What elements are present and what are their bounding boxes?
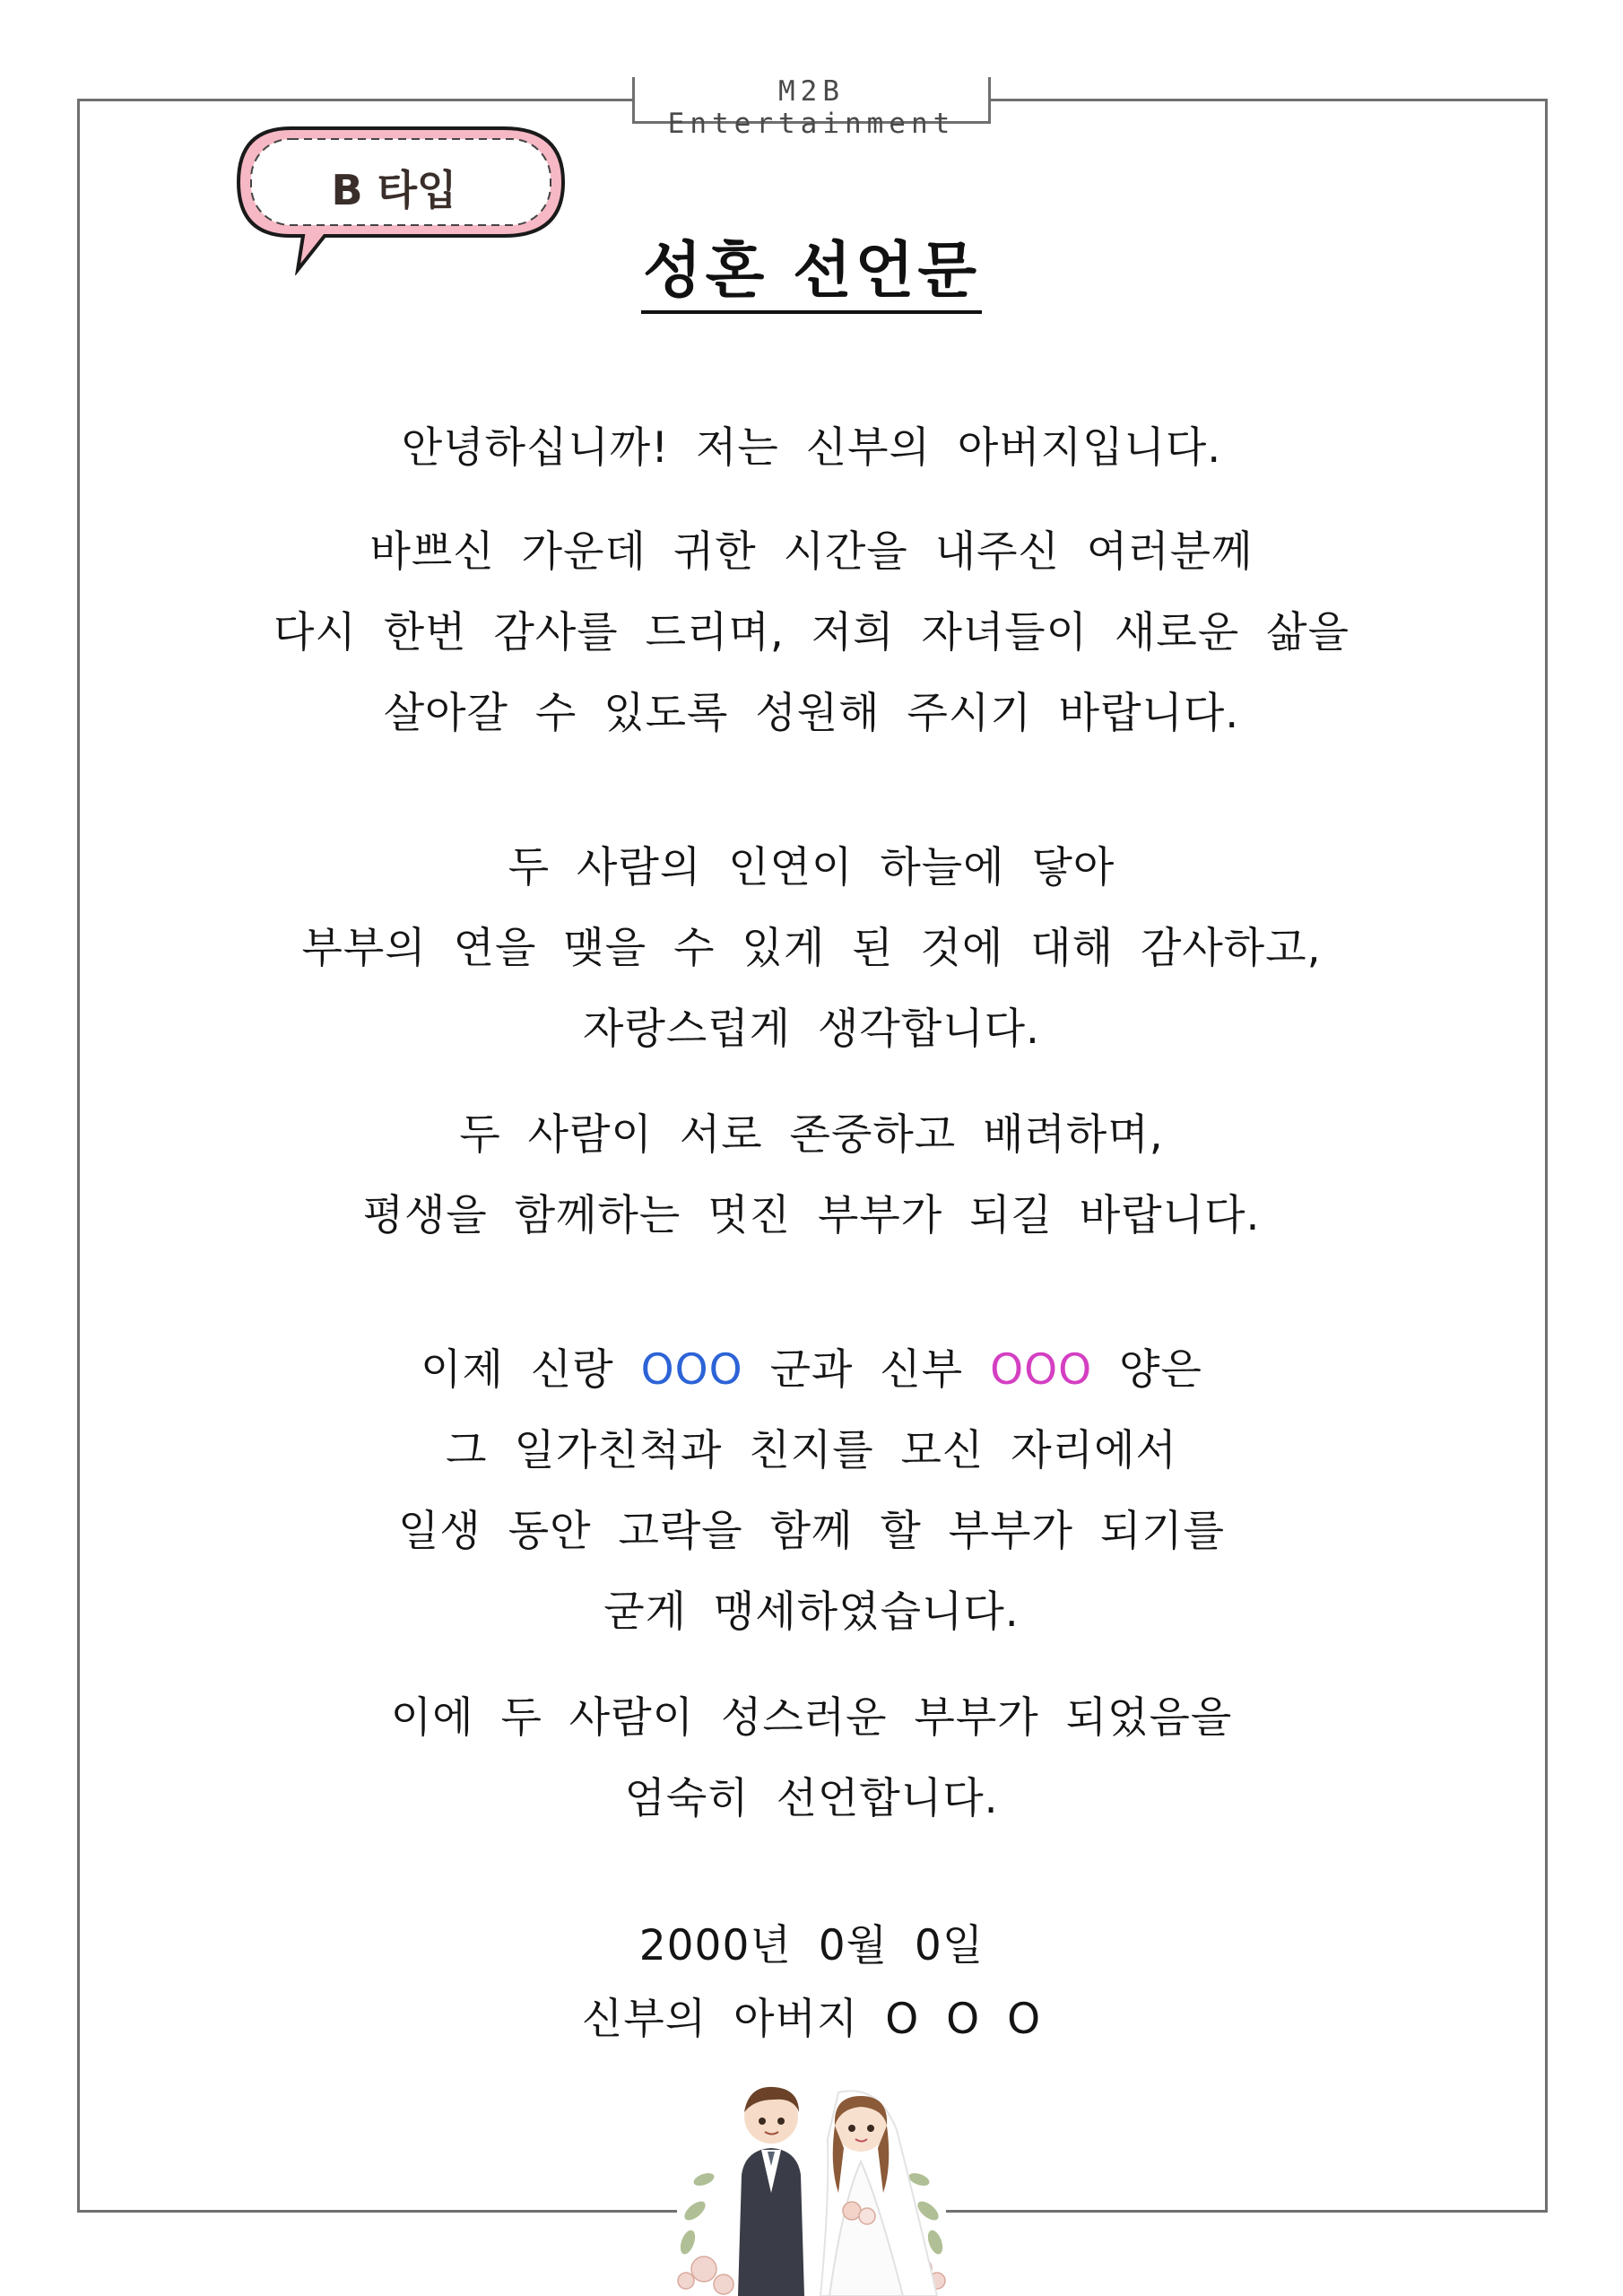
type-badge-label: B 타입 <box>331 166 457 214</box>
vow-line: 그 일가친척과 친지를 모신 자리에서 <box>446 1426 1177 1475</box>
paragraph-line: 두 사람이 서로 존중하고 배려하며, <box>459 1110 1164 1160</box>
vow-line: 일생 동안 고락을 함께 할 부부가 되기를 <box>397 1507 1226 1556</box>
wedding-couple-illustration <box>668 2076 955 2296</box>
vow-line <box>0 1336 1623 1396</box>
vow-middle: 군과 신부 <box>769 1345 964 1395</box>
signature-signer: 신부의 아버지 O O O <box>581 1995 1042 2044</box>
paragraph-line: 두 사람의 인연이 하늘에 닿아 <box>508 843 1115 892</box>
paragraph-line: 살아갈 수 있도록 성원해 주시기 바랍니다. <box>383 689 1240 738</box>
vow-line: 엄숙히 선언합니다. <box>624 1774 999 1823</box>
vow-line: 이에 두 사람이 성스러운 부부가 되었음을 <box>390 1693 1233 1743</box>
page-title: 성혼 선언문 <box>0 222 1623 309</box>
vow-suffix: 양은 <box>1119 1345 1202 1395</box>
paragraph-line: 다시 한번 감사를 드리며, 저희 자녀들이 새로운 삶을 <box>273 608 1350 657</box>
paragraph-line: 바쁘신 가운데 귀한 시간을 내주신 여러분께 <box>369 527 1254 577</box>
paragraph-line: 자랑스럽게 생각합니다. <box>583 1004 1040 1054</box>
vow-line: 굳게 맹세하였습니다. <box>603 1587 1020 1637</box>
vow-prefix: 이제 신랑 <box>421 1345 614 1395</box>
paragraph-line: 부부의 연을 맺을 수 있게 된 것에 대해 감사하고, <box>301 924 1322 973</box>
signature-date: 2000년 0월 0일 <box>638 1921 985 1970</box>
paragraph-line: 평생을 함께하는 멋진 부부가 되길 바랍니다. <box>362 1191 1261 1240</box>
groom-name: OOO <box>640 1345 743 1395</box>
bride-name: OOO <box>990 1345 1093 1395</box>
paragraph-line: 안녕하십니까! 저는 신부의 아버지입니다. <box>401 423 1222 473</box>
brand-tab <box>632 75 991 140</box>
brand-label: M2B Entertainment <box>667 75 956 140</box>
